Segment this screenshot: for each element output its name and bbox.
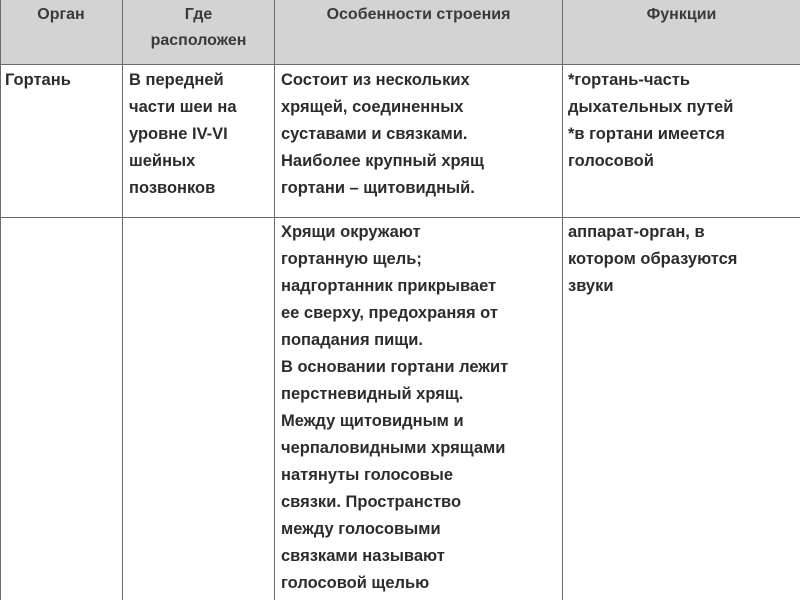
column-header-functions: Функции bbox=[646, 6, 717, 23]
row1-location bbox=[129, 67, 273, 202]
location-text-line: шейных bbox=[129, 152, 196, 170]
grid-line bbox=[0, 64, 800, 65]
structure-text-line: Хрящи окружают bbox=[281, 223, 421, 241]
location-text-line: В передней bbox=[129, 71, 224, 89]
structure-text-line: хрящей, соединенных bbox=[281, 98, 464, 116]
location-text-line: уровне IV-VI bbox=[129, 125, 228, 143]
functions-text-line: голосовой bbox=[568, 152, 654, 170]
functions-text-line: звуки bbox=[568, 277, 614, 295]
grid-line bbox=[274, 0, 275, 600]
structure-text-line: гортанную щель; bbox=[281, 250, 422, 268]
structure-text-line: Наиболее крупный хрящ bbox=[281, 152, 484, 170]
row1-functions bbox=[568, 67, 798, 175]
functions-text-line: котором образуются bbox=[568, 250, 738, 268]
functions-text-line: аппарат-орган, в bbox=[568, 223, 705, 241]
structure-text-line: суставами и связками. bbox=[281, 125, 468, 143]
column-header-location-line: Где bbox=[184, 6, 213, 23]
grid-line bbox=[562, 0, 563, 600]
functions-text-line: дыхательных путей bbox=[568, 98, 734, 116]
functions-text-line: *в гортани имеется bbox=[568, 125, 725, 143]
column-header-location bbox=[123, 2, 274, 54]
row2-structure bbox=[281, 219, 561, 597]
structure-text-line: связки. Пространство bbox=[281, 493, 462, 511]
structure-text-line: надгортанник прикрывает bbox=[281, 277, 497, 295]
structure-text-line: гортани – щитовидный. bbox=[281, 179, 475, 197]
functions-text-line: *гортань-часть bbox=[568, 71, 691, 89]
structure-text-line: голосовой щелью bbox=[281, 574, 430, 592]
grid-line bbox=[122, 0, 123, 600]
location-text-line: части шеи на bbox=[129, 98, 237, 116]
row2-functions bbox=[568, 219, 798, 300]
column-header-structure: Особенности строения bbox=[326, 6, 511, 23]
structure-text-line: Состоит из нескольких bbox=[281, 71, 470, 89]
structure-text-line: между голосовыми bbox=[281, 520, 441, 538]
row1-structure bbox=[281, 67, 561, 202]
grid-line bbox=[0, 217, 800, 218]
structure-text-line: связками называют bbox=[281, 547, 445, 565]
column-header-location-line: расположен bbox=[150, 32, 247, 49]
structure-text-line: натянуты голосовые bbox=[281, 466, 454, 484]
grid-line bbox=[0, 0, 1, 600]
row1-organ: Гортань bbox=[5, 71, 71, 89]
structure-text-line: В основании гортани лежит bbox=[281, 358, 509, 376]
structure-text-line: перстневидный хрящ. bbox=[281, 385, 464, 403]
structure-text-line: черпаловидными хрящами bbox=[281, 439, 506, 457]
column-header-organ: Орган bbox=[37, 6, 85, 23]
structure-text-line: Между щитовидным и bbox=[281, 412, 464, 430]
structure-text-line: попадания пищи. bbox=[281, 331, 423, 349]
structure-text-line: ее сверху, предохраняя от bbox=[281, 304, 498, 322]
location-text-line: позвонков bbox=[129, 179, 216, 197]
